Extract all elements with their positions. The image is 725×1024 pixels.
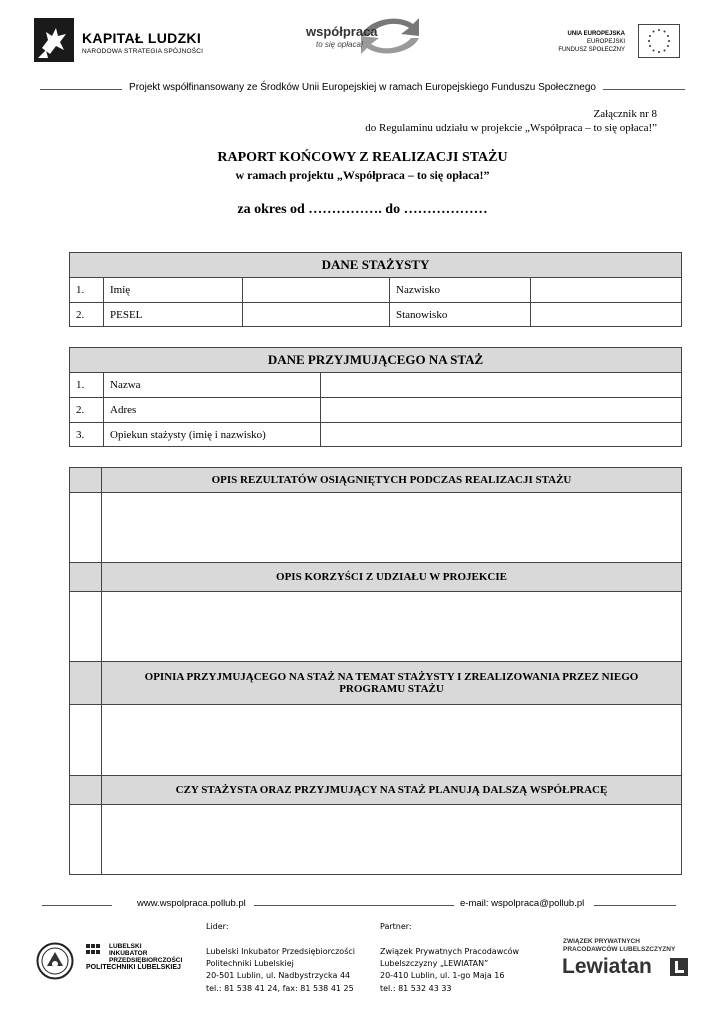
wspolpraca-logo-title: współpraca	[306, 24, 378, 39]
cooperation-section-header: CZY STAŻYSTA ORAZ PRZYJMUJĄCY NA STAŻ PLANUJĄ DALSZĄ WSPÓŁPRACĘ	[102, 776, 682, 805]
results-textarea[interactable]	[102, 493, 682, 563]
table-row	[70, 303, 682, 327]
benefits-section-header: OPIS KORZYŚCI Z UDZIAŁU W PROJEKCIE	[102, 563, 682, 592]
lewiatan-logo-icon	[670, 958, 690, 978]
website-link[interactable]: www.wspolpraca.pollub.pl	[137, 898, 246, 909]
eu-label-line1: UNIA EUROPEJSKA	[567, 31, 625, 37]
eu-label-line2: EUROPEJSKI	[586, 39, 625, 45]
partner-line4: tel.: 81 532 43 33	[380, 983, 452, 993]
eu-label-line3: FUNDUSZ SPOŁECZNY	[558, 47, 625, 53]
kapital-ludzki-logo-icon	[34, 18, 80, 64]
annex-line1: Załącznik nr 8	[593, 108, 657, 120]
field-label: Adres	[104, 398, 321, 423]
opinion-section-header: OPINIA PRZYJMUJĄCEGO NA STAŻ NA TEMAT STAŻYSTY I ZREALIZOWANIA PRZEZ NIEGO PROGRAMU STAŻU	[102, 662, 682, 705]
eu-flag-icon	[638, 24, 680, 58]
partner-line3: 20-410 Lublin, ul. 1-go Maja 16	[380, 971, 505, 981]
table-row	[70, 423, 682, 447]
eu-label	[555, 30, 625, 54]
section-number-cell	[70, 662, 102, 705]
report-subtitle: w ramach projektu „Współpraca – to się opłaca!”	[235, 168, 490, 182]
field-label: PESEL	[104, 303, 243, 327]
results-section-header: OPIS REZULTATÓW OSIĄGNIĘTYCH PODCZAS REALIZACJI STAŻU	[102, 468, 682, 493]
intern-table-header: DANE STAŻYSTY	[70, 253, 682, 278]
field-label: Imię	[104, 278, 243, 303]
opinion-textarea[interactable]	[102, 705, 682, 776]
section-number-cell	[70, 493, 102, 563]
position-input[interactable]	[531, 303, 682, 327]
lewiatan-logo-top: ZWIĄZEK PRYWATNYCH	[563, 938, 640, 945]
cooperation-textarea[interactable]	[102, 805, 682, 875]
supervisor-input[interactable]	[321, 423, 682, 447]
leader-label: Lider:	[206, 922, 229, 931]
section-number-cell	[70, 468, 102, 493]
lewiatan-logo-name: Lewiatan	[562, 955, 652, 978]
partner-line2: Lubelszczyzny „LEWIATAN”	[380, 959, 489, 969]
kapital-ludzki-title: KAPITAŁ LUDZKI	[82, 30, 202, 46]
intern-data-table	[69, 252, 682, 327]
lip-logo-squares-icon	[86, 944, 108, 956]
row-number: 1.	[70, 278, 104, 303]
last-name-input[interactable]	[531, 278, 682, 303]
footer-line-2	[254, 905, 454, 906]
report-sections-table	[69, 467, 682, 875]
annex-note	[365, 107, 657, 135]
table-row	[70, 278, 682, 303]
footer-line-1	[42, 905, 112, 906]
field-label: Opiekun stażysty (imię i nazwisko)	[104, 423, 321, 447]
field-label: Nazwisko	[390, 278, 531, 303]
section-number-cell	[70, 705, 102, 776]
row-number: 3.	[70, 423, 104, 447]
kapital-ludzki-subtitle: NARODOWA STRATEGIA SPÓJNOŚCI	[82, 48, 204, 55]
host-address-input[interactable]	[321, 398, 682, 423]
wspolpraca-logo-subtitle: to się opłaca!	[316, 40, 364, 49]
section-number-cell	[70, 805, 102, 875]
table-row	[70, 398, 682, 423]
host-table-header: DANE PRZYJMUJĄCEGO NA STAŻ	[70, 348, 682, 373]
row-number: 1.	[70, 373, 104, 398]
table-row	[70, 373, 682, 398]
pesel-input[interactable]	[243, 303, 390, 327]
lip-logo-line4: POLITECHNIKI LUBELSKIEJ	[86, 964, 181, 971]
row-number: 2.	[70, 303, 104, 327]
lip-logo-line2: INKUBATOR	[109, 950, 148, 957]
lip-logo-line3: PRZEDSIĘBIORCZOŚCI	[109, 957, 183, 964]
report-period: za okres od ……………. do ………………	[237, 202, 488, 217]
partner-line1: Związek Prywatnych Pracodawców	[380, 947, 520, 956]
partner-label: Partner:	[380, 922, 412, 931]
leader-line1: Lubelski Inkubator Przedsiębiorczości	[206, 947, 355, 956]
partner-info	[380, 946, 519, 995]
lip-logo-line1: LUBELSKI	[109, 943, 142, 950]
lip-logo-text	[109, 943, 182, 964]
email-link[interactable]: e-mail: wspolpraca@pollub.pl	[460, 898, 585, 909]
report-title: RAPORT KOŃCOWY Z REALIZACJI STAŻU	[217, 150, 508, 165]
section-number-cell	[70, 776, 102, 805]
benefits-textarea[interactable]	[102, 592, 682, 662]
politechnika-emblem-icon	[36, 942, 74, 980]
leader-line4: tel.: 81 538 41 24, fax: 81 538 41 25	[206, 983, 354, 993]
field-label: Nazwa	[104, 373, 321, 398]
section-number-cell	[70, 592, 102, 662]
host-name-input[interactable]	[321, 373, 682, 398]
row-number: 2.	[70, 398, 104, 423]
leader-line3: 20-501 Lublin, ul. Nadbystrzycka 44	[206, 971, 351, 981]
footer-line-3	[594, 905, 676, 906]
field-label: Stanowisko	[390, 303, 531, 327]
annex-line2: do Regulaminu udziału w projekcie „Współpraca – to się opłaca!”	[365, 122, 657, 134]
leader-info	[206, 946, 355, 995]
host-data-table	[69, 347, 682, 447]
cofinancing-note: Projekt współfinansowany ze Środków Unii Europejskiej w ramach Europejskiego Funduszu Społecznego	[129, 82, 596, 93]
section-number-cell	[70, 563, 102, 592]
lewiatan-logo-mid: PRACODAWCÓW LUBELSZCZYZNY	[563, 946, 676, 953]
first-name-input[interactable]	[243, 278, 390, 303]
leader-line2: Politechniki Lubelskiej	[206, 959, 294, 969]
